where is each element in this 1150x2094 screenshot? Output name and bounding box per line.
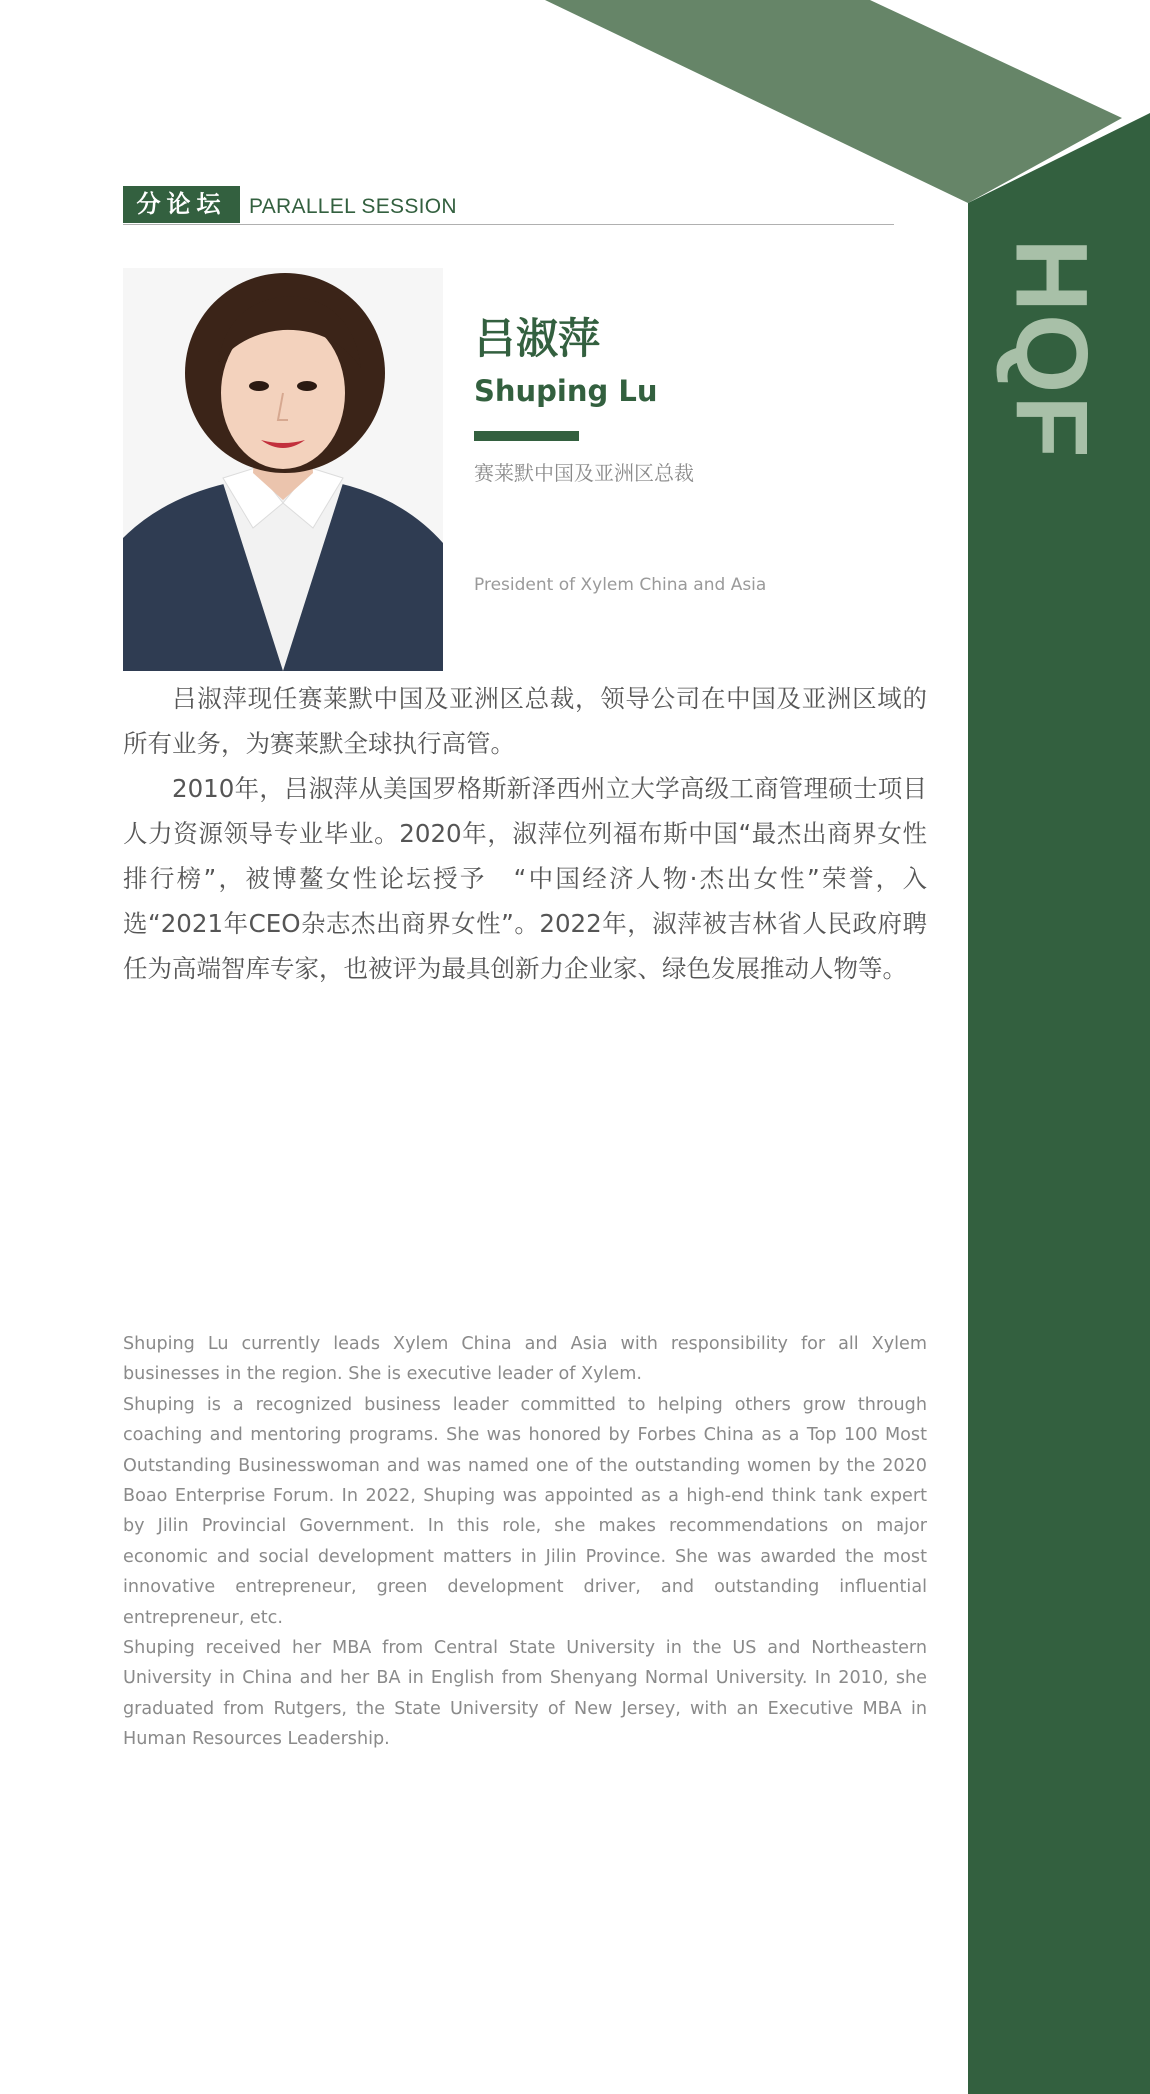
speaker-photo — [123, 268, 443, 671]
bio-zh-paragraph: 2010年，吕淑萍从美国罗格斯新泽西州立大学高级工商管理硕士项目人力资源领导专业毕业。2020年，淑萍位列福布斯中国“最杰出商界女性排行榜”，被博鳌女性论坛授予 “中国经济人物·杰出女性”荣誉，入选“2021年CEO杂志杰出商界女性”。2022年，淑萍被吉林省人民政府聘任为高端智库专家，也被评为最具创新力企业家、绿色发展推动人物等。 — [123, 774, 927, 983]
bio-zh-paragraph: 吕淑萍现任赛莱默中国及亚洲区总裁，领导公司在中国及亚洲区域的所有业务，为赛莱默全球执行高管。 — [123, 684, 927, 758]
biography-en — [123, 1329, 927, 1755]
bio-en-paragraph: Shuping Lu currently leads Xylem China and Asia with responsibility for all Xylem businesses in the region. She is executive leader of Xylem. — [123, 1334, 927, 1385]
name-underline-bar — [474, 431, 579, 441]
bio-en-paragraph: Shuping received her MBA from Central State University in the US and Northeastern University in China and her BA in English from Shenyang Normal University. In 2010, she graduated from Rutgers, the State University of New Jersey, with an Executive MBA in Human Resources Leadership. — [123, 1638, 927, 1750]
session-header — [123, 186, 894, 225]
speaker-title-zh: 赛莱默中国及亚洲区总裁 — [474, 461, 694, 485]
speaker-name-zh: 吕淑萍 — [474, 314, 601, 363]
session-badge-zh: 分论坛 — [123, 186, 240, 223]
speaker-title-en: President of Xylem China and Asia — [474, 575, 767, 595]
biography-zh — [123, 676, 927, 991]
speaker-name-en: Shuping Lu — [474, 374, 658, 408]
session-label-en: PARALLEL SESSION — [249, 195, 457, 218]
portrait-photo-icon — [123, 268, 443, 671]
hqf-logo-text: HQF — [995, 238, 1109, 460]
hqf-logo — [995, 238, 1109, 460]
bio-en-paragraph: Shuping is a recognized business leader committed to helping others grow through coaching and mentoring programs. She was honored by Forbes China as a Top 100 Most Outstanding Businesswoman and was named one of the outstanding women by the 2020 Boao Enterprise Forum. In 2022, Shuping was appointed as a high-end think tank expert by Jilin Provincial Government. In this role, she makes recommendations on major economic and social development matters in Jilin Province. She was awarded the most innovative entrepreneur, green development driver, and outstanding influential entrepreneur, etc. — [123, 1394, 927, 1628]
